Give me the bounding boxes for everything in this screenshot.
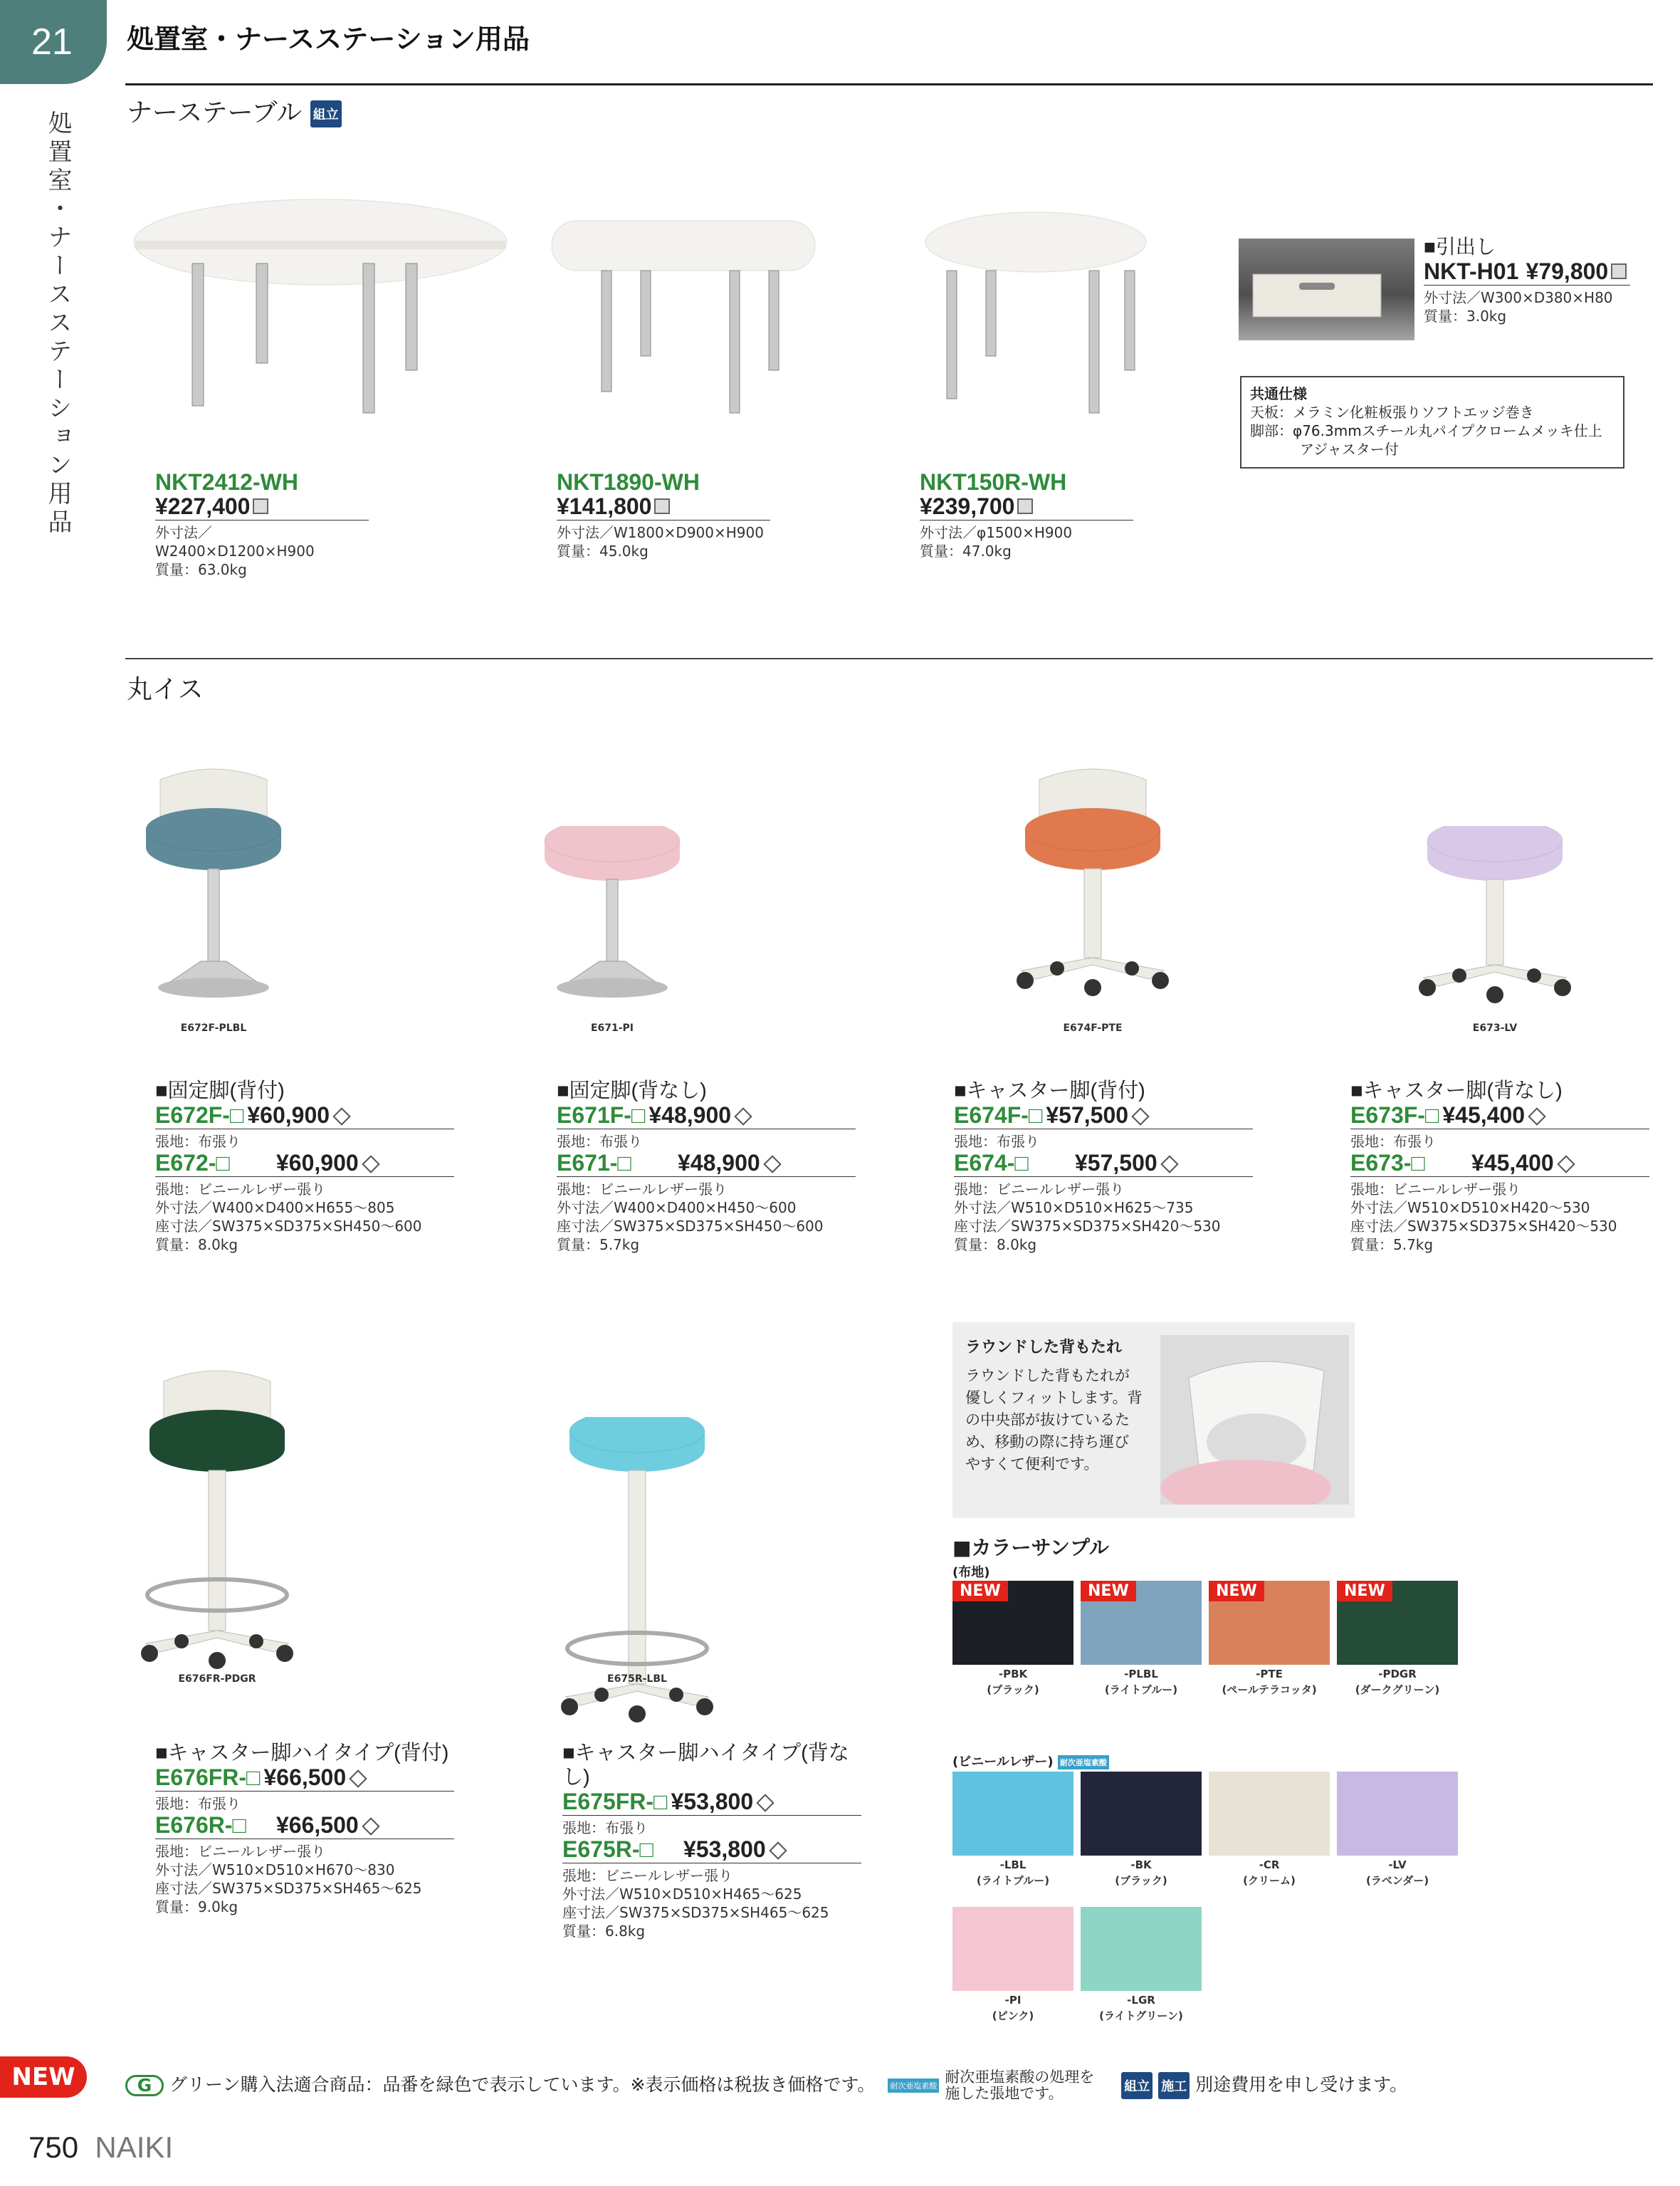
product-size: 外寸法／W510×D510×H625～735 (954, 1199, 1194, 1216)
vinyl-note: 施した張地です。 (945, 2085, 1064, 2102)
product-price: ¥141,800 (557, 493, 652, 519)
product-price: ¥48,900 (649, 1102, 732, 1128)
product-code: E673-□ (1350, 1150, 1425, 1176)
product-code: E671F-□ (557, 1102, 646, 1128)
material: 張地：布張り (155, 1133, 241, 1150)
product-weight: 質量：5.7kg (1350, 1236, 1434, 1253)
price-square-icon (654, 498, 670, 514)
vinyl-swatch (1081, 1907, 1202, 2022)
feature-line: の中央部が抜けているた (965, 1411, 1130, 1428)
vinyl-label-row (952, 1752, 1109, 1770)
stool-category: ■固定脚(背なし) (557, 1079, 707, 1102)
product-size: 外寸法／W400×D400×H655～805 (155, 1199, 395, 1216)
product-weight: 質量：6.8kg (562, 1923, 646, 1940)
material: 張地：ビニールレザー張り (155, 1181, 326, 1198)
drawer-info (1424, 235, 1630, 325)
feature-line: ラウンドした背もたれが (965, 1367, 1130, 1384)
fabric-swatch (1337, 1581, 1458, 1696)
vertical-text: 処置室・ナースステーション用品 (43, 110, 72, 538)
section-nurse-table (127, 93, 342, 129)
color-sample-title: ■カラーサンプル (952, 1536, 1109, 1559)
stool-category: ■キャスター脚ハイタイプ(背なし) (562, 1742, 849, 1789)
product-size: 外寸法／φ1500×H900 (920, 524, 1073, 541)
new-tag: NEW (1081, 1581, 1136, 1601)
page-footer (28, 2130, 173, 2165)
product-code: E674F-□ (954, 1102, 1043, 1128)
material: 張地：ビニールレザー張り (557, 1181, 728, 1198)
stool-image-0 (121, 762, 306, 1011)
product-price: ¥239,700 (920, 493, 1015, 519)
header-rule (125, 83, 1653, 85)
seat-size: 座寸法／SW375×SD375×SH420～530 (954, 1218, 1221, 1235)
common-spec-line: アジャスター付 (1300, 441, 1399, 458)
drawer-image (1239, 239, 1414, 340)
product-code: NKT150R-WH (920, 469, 1067, 495)
assembly-badge: 組立 (1121, 2072, 1153, 2099)
drawer-code: NKT-H01 (1424, 258, 1519, 284)
stool-product-3 (1350, 1079, 1649, 1254)
round-back-photo (1160, 1335, 1349, 1505)
section-rule (125, 658, 1653, 659)
stool-category: ■固定脚(背付) (155, 1079, 285, 1102)
swatch-code: -PLBL (1124, 1668, 1158, 1680)
new-tag: NEW (1337, 1581, 1392, 1601)
swatch-name: (ブラック) (987, 1683, 1039, 1696)
chapter-tab (0, 0, 107, 84)
drawer-weight: 質量：3.0kg (1424, 308, 1507, 325)
material: 張地：ビニールレザー張り (1350, 1181, 1521, 1198)
product-code: E675FR-□ (562, 1789, 668, 1814)
diamond-icon (362, 1155, 379, 1173)
product-code: E672-□ (155, 1150, 230, 1176)
product-price: ¥66,500 (263, 1764, 347, 1790)
swatch-code: -LBL (999, 1858, 1027, 1871)
product-weight: 質量：47.0kg (920, 543, 1012, 560)
stool-image-2 (1000, 762, 1185, 1004)
swatch-name: (ダークグリーン) (1355, 1683, 1440, 1696)
vertical-category-label (40, 110, 75, 545)
product-size: 外寸法／W510×D510×H670～830 (155, 1861, 395, 1878)
stool-caption: E672F-PLBL (180, 1023, 247, 1034)
hypochlorite-badge: 耐次亜塩素酸 (888, 2078, 939, 2093)
fabric-label: (布地) (952, 1565, 990, 1580)
seat-size: 座寸法／SW375×SD375×SH465～625 (562, 1904, 829, 1921)
table-image-nkt2412 (128, 192, 513, 420)
material: 張地：布張り (155, 1795, 241, 1812)
new-tag: NEW (1209, 1581, 1264, 1601)
round-back-feature-box (952, 1322, 1355, 1518)
drawer-label: ■引出し (1424, 236, 1496, 258)
stool-product-2 (954, 1079, 1253, 1254)
green-mark-icon: G (125, 2075, 164, 2096)
vinyl-swatch (1337, 1772, 1458, 1887)
stool-product-5 (562, 1741, 861, 1940)
drawer-size: 外寸法／W300×D380×H80 (1424, 289, 1613, 306)
fabric-swatch (1081, 1581, 1202, 1696)
stool-image-1 (520, 826, 705, 1011)
green-purchase-note: グリーン購入法適合商品：品番を緑色で表示しています。※表示価格は税抜き価格です。 (169, 2074, 876, 2095)
fabric-swatch (952, 1581, 1073, 1696)
diamond-icon (1557, 1155, 1575, 1173)
product-size: 外寸法／W510×D510×H420～530 (1350, 1199, 1590, 1216)
material: 張地：布張り (954, 1133, 1039, 1150)
material: 張地：ビニールレザー張り (954, 1181, 1125, 1198)
swatch-code: -CR (1259, 1858, 1280, 1871)
stool-caption: E671-PI (590, 1023, 634, 1034)
drawer-price: ¥79,800 (1526, 258, 1609, 284)
diamond-icon (1131, 1107, 1149, 1125)
diamond-icon (763, 1155, 781, 1173)
product-price: ¥48,900 (678, 1150, 760, 1176)
feature-line: やすくて便利です。 (965, 1455, 1099, 1473)
chapter-number: 21 (31, 21, 73, 63)
product-code: E674-□ (954, 1150, 1029, 1176)
footer-new-badge: NEW (0, 2056, 87, 2098)
vinyl-swatch (1081, 1772, 1202, 1887)
table-image-nkt150r (918, 206, 1153, 427)
material: 張地：ビニールレザー張り (562, 1867, 733, 1884)
stool-caption: E673-LV (1472, 1023, 1518, 1034)
product-size: 外寸法／W510×D510×H465～625 (562, 1886, 802, 1903)
swatch-color (1337, 1581, 1458, 1665)
product-price: ¥66,500 (276, 1812, 359, 1838)
product-price: ¥53,800 (683, 1836, 766, 1862)
product-weight: 質量：9.0kg (155, 1898, 238, 1915)
price-square-icon (1017, 498, 1033, 514)
page-number: 750 (28, 2130, 79, 2164)
product-weight: 質量：5.7kg (557, 1236, 640, 1253)
product-price: ¥53,800 (671, 1789, 754, 1814)
price-square-icon (1611, 263, 1627, 279)
diamond-icon (769, 1841, 787, 1859)
seat-size: 座寸法／SW375×SD375×SH450～600 (557, 1218, 824, 1235)
footer-note (125, 2069, 1407, 2102)
service-note: 別途費用を申し受けます。 (1195, 2074, 1408, 2095)
section-stool-title: 丸イス (127, 675, 204, 704)
table-product-2 (920, 470, 1133, 560)
material: 張地：ビニールレザー張り (155, 1843, 326, 1860)
product-code: NKT1890-WH (557, 469, 700, 495)
seat-size: 座寸法／SW375×SD375×SH465～625 (155, 1880, 422, 1897)
swatch-color (1081, 1772, 1202, 1856)
product-code: E673F-□ (1350, 1102, 1439, 1128)
diamond-icon (362, 1817, 379, 1835)
common-spec-box (1240, 376, 1624, 469)
vinyl-label: (ビニールレザー) (952, 1754, 1054, 1769)
product-price: ¥57,500 (1075, 1150, 1157, 1176)
diamond-icon (734, 1107, 752, 1125)
stool-category: ■キャスター脚ハイタイプ(背付) (155, 1742, 449, 1764)
stool-caption: E676FR-PDGR (178, 1673, 256, 1685)
product-code: E676FR-□ (155, 1764, 261, 1790)
price-square-icon (253, 498, 268, 514)
swatch-color (1209, 1581, 1330, 1665)
swatch-color (952, 1772, 1073, 1856)
product-price: ¥45,400 (1442, 1102, 1526, 1128)
hypochlorite-badge: 耐次亜塩素酸 (1058, 1755, 1109, 1769)
product-price: ¥227,400 (155, 493, 251, 519)
product-price: ¥60,900 (276, 1150, 359, 1176)
swatch-name: (ラベンダー) (1365, 1874, 1429, 1887)
product-weight: 質量：8.0kg (954, 1236, 1037, 1253)
vinyl-swatch (952, 1907, 1073, 2022)
product-code: E671-□ (557, 1150, 631, 1176)
material: 張地：布張り (1350, 1133, 1436, 1150)
section-title: ナーステーブル (127, 98, 303, 127)
swatch-code: -BK (1130, 1858, 1152, 1871)
swatch-color (952, 1907, 1073, 1991)
stool-caption: E674F-PTE (1063, 1023, 1123, 1034)
table-image-nkt1890 (541, 206, 826, 420)
diamond-icon (332, 1107, 350, 1125)
stool-image-4 (125, 1364, 310, 1677)
material: 張地：布張り (557, 1133, 642, 1150)
swatch-color (1081, 1907, 1202, 1991)
product-size: 外寸法／W2400×D1200×H900 (155, 524, 315, 560)
product-weight: 質量：63.0kg (155, 561, 247, 578)
product-code: E672F-□ (155, 1102, 244, 1128)
common-spec-line: 脚部：φ76.3mmスチール丸パイプクロームメッキ仕上 (1250, 422, 1602, 439)
stool-product-4 (155, 1741, 454, 1916)
seat-size: 座寸法／SW375×SD375×SH450～600 (155, 1218, 422, 1235)
product-code: NKT2412-WH (155, 469, 298, 495)
feature-line: 優しくフィットします。背 (965, 1389, 1143, 1406)
swatch-code: -PI (1004, 1994, 1022, 2007)
diamond-icon (1160, 1155, 1178, 1173)
product-price: ¥45,400 (1471, 1150, 1554, 1176)
common-spec-line: 天板：メラミン化粧板張りソフトエッジ巻き (1250, 404, 1534, 421)
diamond-icon (756, 1794, 774, 1811)
swatch-color (1209, 1772, 1330, 1856)
feature-description (965, 1365, 1165, 1475)
feature-title: ラウンドした背もたれ (965, 1339, 1123, 1356)
product-code: E675R-□ (562, 1836, 653, 1862)
swatch-color (1081, 1581, 1202, 1665)
swatch-code: -PDGR (1378, 1668, 1417, 1680)
swatch-name: (ライトブルー) (1104, 1683, 1178, 1696)
swatch-code: -LV (1388, 1858, 1407, 1871)
diamond-icon (349, 1769, 367, 1787)
swatch-name: (ライトグリーン) (1099, 2009, 1183, 2022)
swatch-code: -PTE (1256, 1668, 1283, 1680)
vinyl-note: 耐次亜塩素酸の処理を (945, 2069, 1095, 2086)
swatch-name: (ブラック) (1115, 1874, 1167, 1887)
product-price: ¥57,500 (1046, 1102, 1129, 1128)
swatch-name: (ライトブルー) (976, 1874, 1050, 1887)
stool-category: ■キャスター脚(背付) (954, 1079, 1145, 1102)
brand-name: NAIKI (95, 2130, 174, 2164)
vinyl-swatch (1209, 1772, 1330, 1887)
seat-size: 座寸法／SW375×SD375×SH420～530 (1350, 1218, 1617, 1235)
product-size: 外寸法／W400×D400×H450～600 (557, 1199, 797, 1216)
assembly-badge: 組立 (310, 100, 342, 127)
swatch-name: (クリーム) (1243, 1874, 1296, 1887)
swatch-name: (ピンク) (992, 2009, 1034, 2022)
fabric-swatch (1209, 1581, 1330, 1696)
stool-caption: E675R-LBL (607, 1673, 667, 1685)
product-price: ¥60,900 (247, 1102, 330, 1128)
new-tag: NEW (952, 1581, 1008, 1601)
material: 張地：布張り (562, 1819, 648, 1836)
product-size: 外寸法／W1800×D900×H900 (557, 524, 764, 541)
table-product-1 (557, 470, 770, 560)
diamond-icon (1528, 1107, 1545, 1125)
stool-product-0 (155, 1079, 454, 1254)
table-product-0 (155, 470, 369, 579)
swatch-code: -LGR (1127, 1994, 1155, 2007)
vinyl-swatch (952, 1772, 1073, 1887)
stool-image-3 (1402, 826, 1587, 1011)
common-spec-title: 共通仕様 (1250, 385, 1307, 402)
page-header-title: 処置室・ナースステーション用品 (127, 23, 530, 55)
swatch-color (952, 1581, 1073, 1665)
swatch-code: -PBK (998, 1668, 1028, 1680)
swatch-color (1337, 1772, 1458, 1856)
stool-category: ■キャスター脚(背なし) (1350, 1079, 1563, 1102)
product-code: E676R-□ (155, 1812, 246, 1838)
installation-badge: 施工 (1158, 2072, 1190, 2099)
product-weight: 質量：8.0kg (155, 1236, 238, 1253)
swatch-name: (ペールテラコッタ) (1222, 1683, 1317, 1696)
product-weight: 質量：45.0kg (557, 543, 649, 560)
stool-product-1 (557, 1079, 856, 1254)
feature-line: め、移動の際に持ち運び (965, 1433, 1130, 1450)
